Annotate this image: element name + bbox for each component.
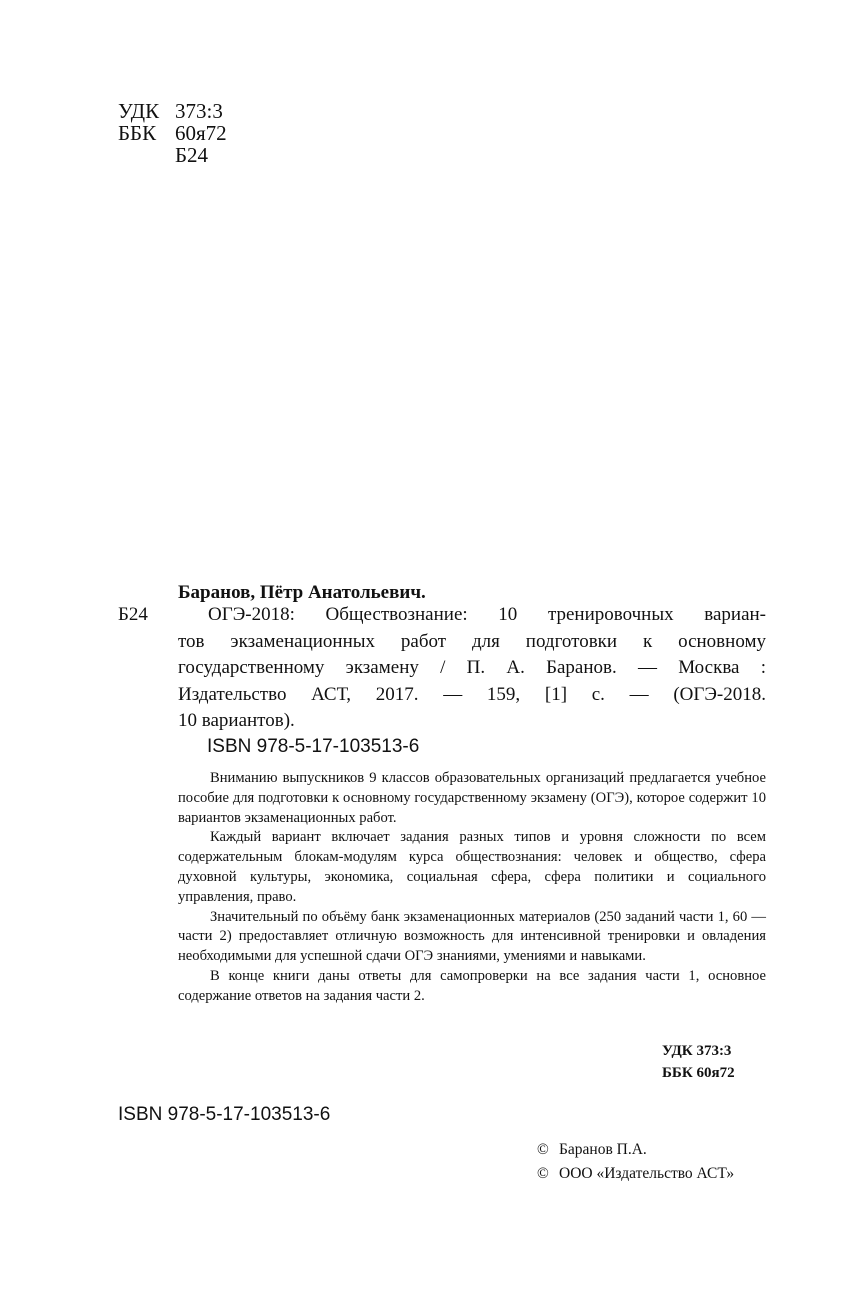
copyright-author: Баранов П.А. xyxy=(559,1141,647,1158)
annotation-codes xyxy=(662,1040,735,1084)
bib-line-4: Издательство АСТ, 2017. — 159, [1] с. — (ОГЭ-2018. xyxy=(178,683,766,705)
udk-line xyxy=(118,100,227,122)
copyright-publisher: ООО «Издательство АСТ» xyxy=(559,1165,735,1182)
bib-line-3: государственному экзамену / П. А. Баранов. — Москва : xyxy=(178,657,766,678)
annotation-paragraph: Значительный по объёму банк экзаменационных материалов (250 заданий части 1, 60 — части 2) предоставляет отличную возможность для интенсивной тренировки и овладения необходимыми для успешной сдачи ОГЭ знаниями, умениями и навыками. xyxy=(178,908,766,965)
annotation-paragraph: Вниманию выпускников 9 классов образовательных организаций предлагается учебное пособие для подготовки к основному государственному экзамену (ОГЭ), которое содержит 10 вариантов экзаменационных работ. xyxy=(178,770,766,826)
udk-label: УДК xyxy=(118,99,160,123)
isbn-bottom: ISBN 978-5-17-103513-6 xyxy=(118,1104,331,1125)
copyright-author-line xyxy=(537,1138,734,1162)
bib-line-5: 10 вариантов). xyxy=(178,710,295,731)
bib-line-1: ОГЭ-2018: Обществознание: 10 тренировочных вариан- xyxy=(208,604,766,625)
annotation xyxy=(178,769,766,1007)
copyright-block xyxy=(537,1138,734,1186)
author-mark-left: Б24 xyxy=(118,604,148,625)
author-mark-top: Б24 xyxy=(175,143,209,167)
copyright-publisher-line xyxy=(537,1162,734,1186)
isbn-entry: ISBN 978-5-17-103513-6 xyxy=(207,736,420,757)
annotation-udk: УДК 373:3 xyxy=(662,1043,732,1059)
classification-codes xyxy=(118,100,227,166)
copyright-icon: © xyxy=(537,1165,549,1182)
copyright-icon: © xyxy=(537,1141,549,1158)
bib-line-2: тов экзаменационных работ для подготовки к основному xyxy=(178,630,766,652)
bbk-line xyxy=(118,122,227,144)
author-mark-line xyxy=(118,144,227,166)
bbk-value: 60я72 xyxy=(175,121,227,145)
bibliographic-description xyxy=(178,602,766,735)
annotation-bbk: ББК 60я72 xyxy=(662,1065,735,1081)
annotation-paragraph: Каждый вариант включает задания разных типов и уровня сложности по всем содержательным блокам-модулям курса обществознания: человек и общество, сфера духовной культуры, экономика, социальная сфера, сфера политики и социального управления, право. xyxy=(178,829,766,905)
udk-value: 373:3 xyxy=(175,99,223,123)
bbk-label: ББК xyxy=(118,121,157,145)
annotation-paragraph: В конце книги даны ответы для самопроверки на все задания части 1, основное содержание ответов на задания части 2. xyxy=(178,967,766,1004)
author-heading: Баранов, Пётр Анатольевич. xyxy=(178,582,426,603)
